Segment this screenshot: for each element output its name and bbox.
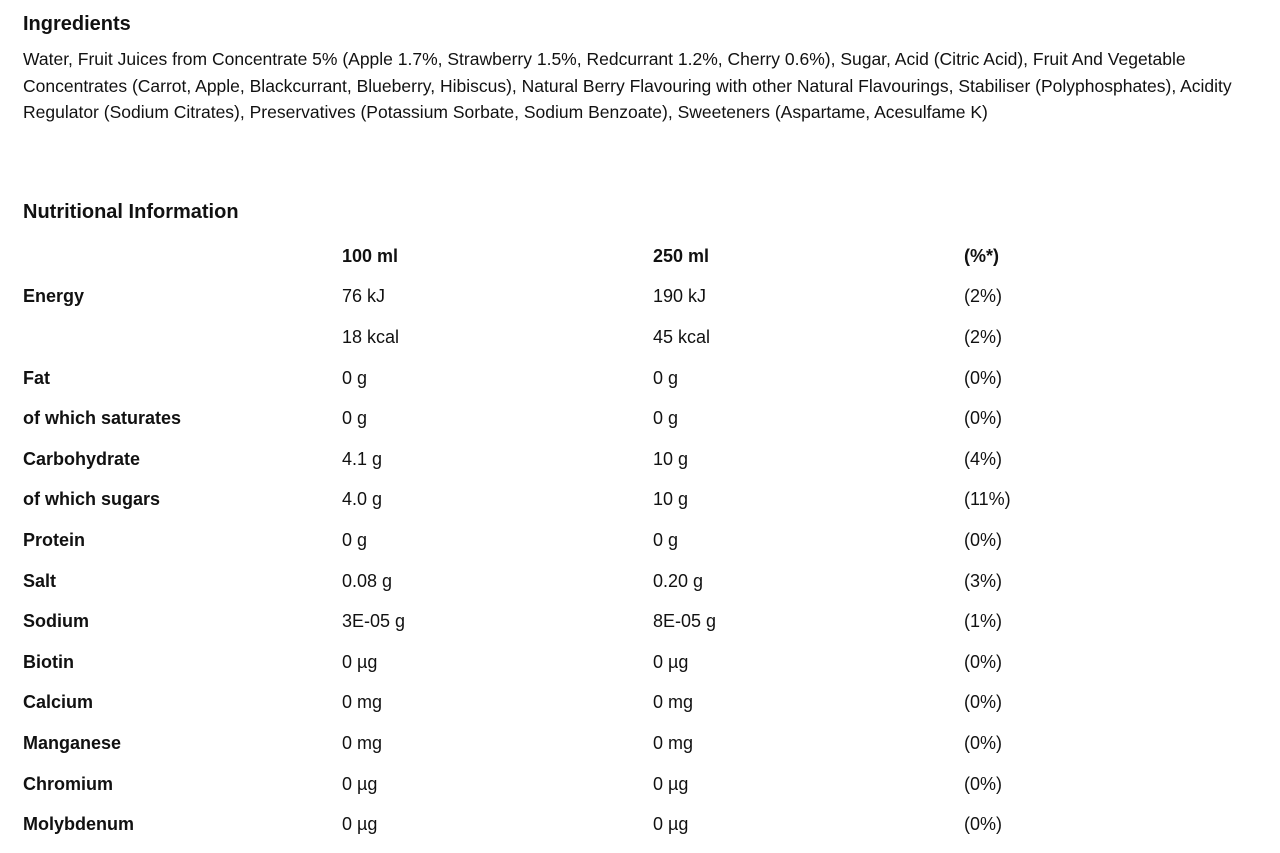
- nutrition-header-row: [23, 236, 1084, 277]
- value-per-250ml: 0 µg: [653, 651, 689, 672]
- value-percent: (0%): [964, 732, 1003, 753]
- ingredients-heading: Ingredients: [23, 13, 131, 35]
- table-row: [23, 601, 1084, 642]
- header-nutrient: [23, 236, 342, 277]
- value-per-250ml: 8E-05 g: [653, 611, 717, 632]
- table-row: [23, 683, 1084, 724]
- table-row: [23, 277, 1084, 318]
- nutrient-label: Manganese: [23, 732, 122, 753]
- value-per-250ml: 45 kcal: [653, 326, 711, 347]
- table-row: [23, 317, 1084, 358]
- nutrient-label: [23, 317, 342, 358]
- value-per-100ml: 0 g: [342, 529, 368, 550]
- value-percent: (1%): [964, 611, 1003, 632]
- value-per-250ml: 0.20 g: [653, 570, 704, 591]
- value-percent: (0%): [964, 773, 1003, 794]
- ingredients-list: Water, Fruit Juices from Concentrate 5% (Apple 1.7%, Strawberry 1.5%, Redcurrant 1.2%, Cherry 0.6%), Sugar, Acid (Citric Acid), Fruit And Vegetable Concentrates (Carrot, Apple, Blackcurrant, Blueberry, Hibiscus), Natural Berry Flavouring with other Natural Flavourings, Stabiliser (Polyphosphates), Acidity Regulator (Sodium Citrates), Preservatives (Potassium Sorbate, Sodium Benzoate), Sweeteners (Aspartame, Acesulfame K): [23, 49, 1232, 122]
- value-percent: (2%): [964, 326, 1003, 347]
- value-per-100ml: 18 kcal: [342, 326, 400, 347]
- value-per-100ml: 0 mg: [342, 732, 383, 753]
- value-percent: (0%): [964, 529, 1003, 550]
- value-percent: (11%): [964, 489, 1011, 510]
- value-per-100ml: 0 g: [342, 367, 368, 388]
- header-percent: (%*): [964, 245, 999, 266]
- nutrient-label: Energy: [23, 286, 85, 307]
- value-per-250ml: 10 g: [653, 489, 689, 510]
- value-per-100ml: 3E-05 g: [342, 611, 406, 632]
- header-per-100ml: 100 ml: [342, 245, 399, 266]
- nutrient-label: Salt: [23, 570, 57, 591]
- table-row: [23, 439, 1084, 480]
- nutrient-label: Biotin: [23, 651, 74, 672]
- value-percent: (2%): [964, 286, 1003, 307]
- value-per-250ml: 0 µg: [653, 773, 689, 794]
- value-per-100ml: 0.08 g: [342, 570, 393, 591]
- value-percent: (0%): [964, 408, 1003, 429]
- value-per-100ml: 76 kJ: [342, 286, 386, 307]
- value-percent: (4%): [964, 448, 1003, 469]
- nutrient-label: Protein: [23, 529, 86, 550]
- value-per-250ml: 0 mg: [653, 692, 694, 713]
- value-per-250ml: 0 mg: [653, 732, 694, 753]
- nutrient-label: Chromium: [23, 773, 113, 794]
- value-per-250ml: 190 kJ: [653, 286, 707, 307]
- nutrient-label: Calcium: [23, 692, 94, 713]
- value-percent: (0%): [964, 814, 1003, 835]
- table-row: [23, 642, 1084, 683]
- value-percent: (3%): [964, 570, 1003, 591]
- value-percent: (0%): [964, 651, 1003, 672]
- value-per-100ml: 0 mg: [342, 692, 383, 713]
- table-row: [23, 358, 1084, 399]
- table-row: [23, 520, 1084, 561]
- value-per-250ml: 10 g: [653, 448, 689, 469]
- value-per-250ml: 0 g: [653, 367, 679, 388]
- value-percent: (0%): [964, 692, 1003, 713]
- table-row: [23, 804, 1084, 845]
- value-per-250ml: 0 g: [653, 529, 679, 550]
- value-per-100ml: 0 µg: [342, 651, 378, 672]
- table-row: [23, 561, 1084, 602]
- nutrient-label: of which sugars: [23, 489, 161, 510]
- nutrient-label: Carbohydrate: [23, 448, 141, 469]
- value-per-100ml: 4.0 g: [342, 489, 383, 510]
- table-row: [23, 764, 1084, 805]
- nutrient-label: Molybdenum: [23, 814, 134, 835]
- value-per-100ml: 0 µg: [342, 773, 378, 794]
- value-per-250ml: 0 µg: [653, 814, 689, 835]
- nutrient-label: Fat: [23, 367, 50, 388]
- value-per-250ml: 0 g: [653, 408, 679, 429]
- table-row: [23, 723, 1084, 764]
- nutrient-label: of which saturates: [23, 408, 182, 429]
- nutrition-heading: Nutritional Information: [23, 201, 239, 223]
- value-percent: (0%): [964, 367, 1003, 388]
- table-row: [23, 398, 1084, 439]
- value-per-100ml: 0 g: [342, 408, 368, 429]
- value-per-100ml: 4.1 g: [342, 448, 383, 469]
- header-per-250ml: 250 ml: [653, 245, 710, 266]
- nutrient-label: Sodium: [23, 611, 89, 632]
- table-row: [23, 480, 1084, 521]
- value-per-100ml: 0 µg: [342, 814, 378, 835]
- nutrition-table: [23, 236, 1084, 845]
